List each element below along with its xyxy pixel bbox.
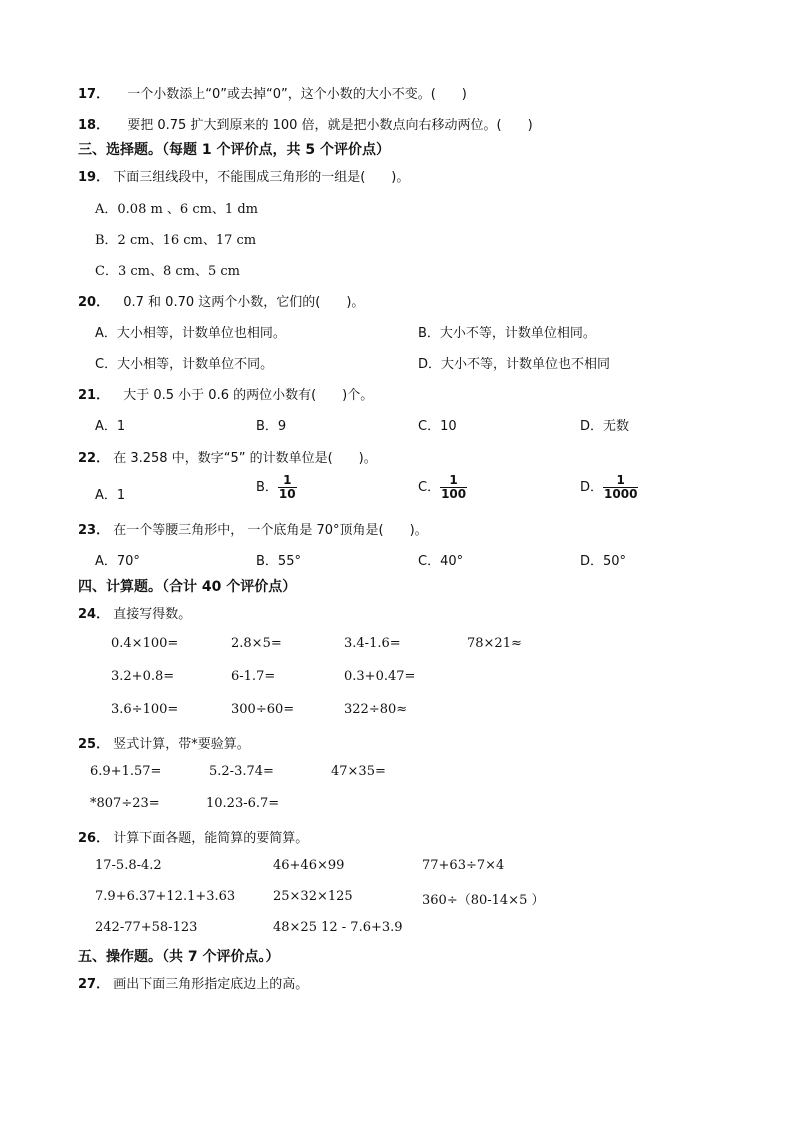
question-18 — [78, 114, 533, 133]
calc-item: 3.6÷100= — [111, 702, 179, 717]
calc-item: 2.8×5= — [231, 636, 282, 651]
question-number: 21． — [78, 388, 110, 403]
question-24 — [78, 603, 191, 622]
question-19 — [78, 166, 409, 185]
option-c[interactable]: C．大小相等，计数单位不同。 — [95, 357, 274, 372]
question-number: 27． — [78, 977, 110, 992]
question-number: 23． — [78, 523, 110, 538]
numerator: 1 — [449, 473, 458, 487]
question-number: 25． — [78, 737, 110, 752]
section-heading-operation: 五、操作题。（共 7 个评价点。） — [78, 949, 280, 965]
question-text: 画出下面三角形指定底边上的高。 — [113, 977, 309, 992]
section-heading-calc: 四、计算题。（合计 40 个评价点） — [78, 579, 297, 595]
question-text: 下面三组线段中，不能围成三角形的一组是( )。 — [113, 170, 410, 185]
option-a[interactable]: A．0.08 m 、6 cm、1 dm — [95, 202, 258, 217]
option-d[interactable]: D．无数 — [580, 419, 630, 434]
fraction — [278, 474, 297, 501]
option-label: D． — [580, 480, 604, 495]
question-text: 一个小数添上“0”或去掉“0”，这个小数的大小不变。( ) — [127, 87, 467, 102]
question-17 — [78, 83, 467, 102]
question-text: 0.7 和 0.70 这两个小数，它们的( )。 — [123, 295, 365, 310]
option-a[interactable]: A．大小相等，计数单位也相同。 — [95, 326, 286, 341]
question-number: 26． — [78, 831, 110, 846]
question-text: 在 3.258 中，数字“5” 的计数单位是( )。 — [113, 451, 377, 466]
section-heading-choice: 三、选择题。（每题 1 个评价点，共 5 个评价点） — [78, 142, 390, 158]
question-number: 19． — [78, 170, 110, 185]
calc-item: 242-77+58-123 — [95, 920, 198, 935]
calc-item: 6.9+1.57= — [90, 764, 162, 779]
question-21 — [78, 384, 373, 403]
calc-item: 5.2-3.74= — [209, 764, 274, 779]
question-number: 18． — [78, 118, 110, 133]
question-22 — [78, 447, 377, 466]
option-a[interactable]: A．70° — [95, 554, 140, 569]
option-b[interactable]: B．大小不等，计数单位相同。 — [418, 326, 596, 341]
question-27 — [78, 973, 308, 992]
question-23 — [78, 519, 428, 538]
fraction — [440, 474, 467, 501]
question-26 — [78, 827, 308, 846]
option-b[interactable] — [256, 474, 297, 501]
calc-item: 300÷60= — [231, 702, 295, 717]
question-25 — [78, 733, 250, 752]
calc-item: 6-1.7= — [231, 669, 276, 684]
calc-item: 0.4×100= — [111, 636, 179, 651]
question-number: 24． — [78, 607, 110, 622]
option-a[interactable]: A．1 — [95, 488, 126, 503]
question-text: 竖式计算，带*要验算。 — [113, 737, 250, 752]
option-c[interactable]: C．10 — [418, 419, 457, 434]
option-c[interactable] — [418, 474, 467, 501]
question-text: 要把 0.75 扩大到原来的 100 倍，就是把小数点向右移动两位。( ) — [127, 118, 533, 133]
calc-item: 47×35= — [331, 764, 386, 779]
option-a[interactable]: A．1 — [95, 419, 126, 434]
option-b[interactable]: B．2 cm、16 cm、17 cm — [95, 233, 257, 248]
calc-item: 48×25 12 - 7.6+3.9 — [273, 920, 403, 935]
question-text: 计算下面各题，能简算的要简算。 — [113, 831, 309, 846]
calc-item: 0.3+0.47= — [344, 669, 416, 684]
option-b[interactable]: B．55° — [256, 554, 301, 569]
calc-item: 360÷（80-14×5 ） — [422, 893, 545, 908]
question-20 — [78, 291, 364, 310]
option-label: C． — [418, 480, 441, 495]
calc-item: 10.23-6.7= — [206, 796, 280, 811]
calc-item: 46+46×99 — [273, 858, 345, 873]
question-number: 20． — [78, 295, 110, 310]
calc-item: 3.2+0.8= — [111, 669, 175, 684]
calc-item: 322÷80≈ — [344, 702, 408, 717]
calc-item: *807÷23= — [90, 796, 160, 811]
option-d[interactable]: D．50° — [580, 554, 627, 569]
fraction — [603, 474, 638, 501]
calc-item: 25×32×125 — [273, 889, 353, 904]
option-b[interactable]: B．9 — [256, 419, 287, 434]
question-text: 在一个等腰三角形中， 一个底角是 70°顶角是( )。 — [113, 523, 428, 538]
option-d[interactable] — [580, 474, 638, 501]
option-d[interactable]: D．大小不等，计数单位也不相同 — [418, 357, 611, 372]
denominator: 1000 — [604, 487, 638, 501]
question-text: 大于 0.5 小于 0.6 的两位小数有( )个。 — [123, 388, 374, 403]
question-text: 直接写得数。 — [113, 607, 192, 622]
calc-item: 7.9+6.37+12.1+3.63 — [95, 889, 236, 904]
option-c[interactable]: C．40° — [418, 554, 464, 569]
option-label: B． — [256, 480, 278, 495]
question-number: 17． — [78, 87, 110, 102]
calc-item: 3.4-1.6= — [344, 636, 401, 651]
numerator: 1 — [616, 473, 625, 487]
calc-item: 78×21≈ — [467, 636, 522, 651]
question-number: 22． — [78, 451, 110, 466]
denominator: 10 — [278, 487, 296, 501]
option-c[interactable]: C．3 cm、8 cm、5 cm — [95, 264, 240, 279]
calc-item: 77+63÷7×4 — [422, 858, 505, 873]
calc-item: 17-5.8-4.2 — [95, 858, 162, 873]
numerator: 1 — [283, 473, 292, 487]
denominator: 100 — [441, 487, 467, 501]
